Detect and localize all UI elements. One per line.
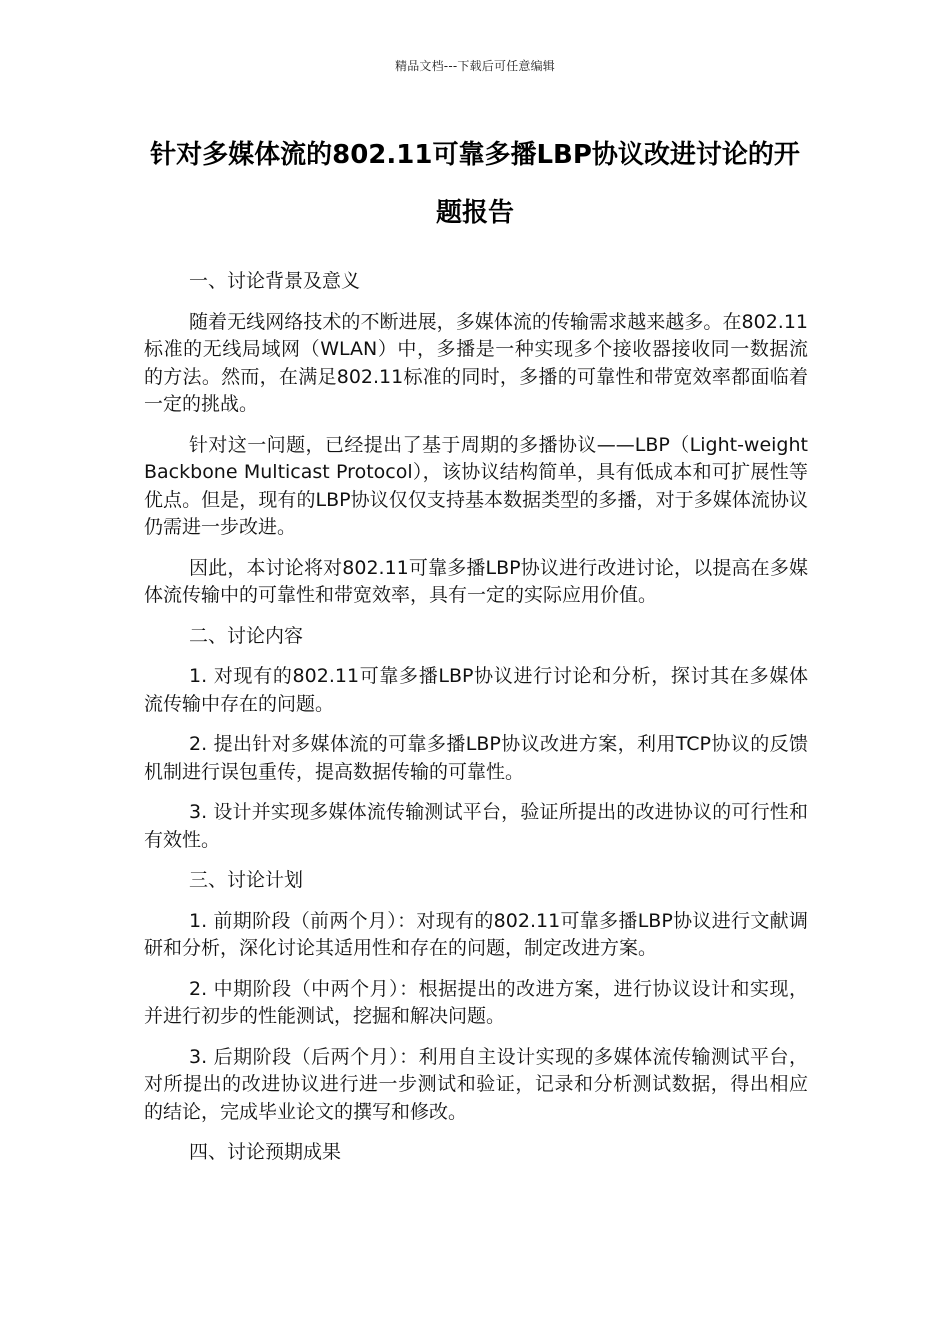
content-item-3: 3. 设计并实现多媒体流传输测试平台，验证所提出的改进协议的可行性和有效性。 [144, 801, 808, 851]
section-heading-content: 二、讨论内容 [189, 624, 304, 647]
section-heading-plan: 三、讨论计划 [189, 869, 304, 891]
document-body [144, 268, 808, 1180]
plan-item-2: 2. 中期阶段（中两个月）：根据提出的改进方案，进行协议设计和实现，并进行初步的性能测试，挖掘和解决问题。 [144, 977, 808, 1027]
content-item-2: 2. 提出针对多媒体流的可靠多播LBP协议改进方案，利用TCP协议的反馈机制进行误包重传，提高数据传输的可靠性。 [144, 733, 808, 783]
paragraph-background-1: 随着无线网络技术的不断进展，多媒体流的传输需求越来越多。在802.11标准的无线局域网（WLAN）中，多播是一种实现多个接收器接收同一数据流的方法。然而，在满足802.11标准的同时，多播的可靠性和带宽效率都面临着一定的挑战。 [144, 310, 808, 415]
header-note: 精品文档---下载后可任意编辑 [395, 59, 555, 73]
plan-item-1: 1. 前期阶段（前两个月）：对现有的802.11可靠多播LBP协议进行文献调研和分析，深化讨论其适用性和存在的问题，制定改进方案。 [144, 909, 808, 959]
section-heading-outcomes: 四、讨论预期成果 [189, 1141, 342, 1163]
paragraph-background-2: 针对这一问题，已经提出了基于周期的多播协议——LBP（Light-weight Backbone Multicast Protocol），该协议结构简单，具有低成本和可扩展性等优点。但是，现有的LBP协议仅仅支持基本数据类型的多播，对于多媒体流协议仍需进一步改进。 [144, 433, 808, 538]
content-item-1: 1. 对现有的802.11可靠多播LBP协议进行讨论和分析，探讨其在多媒体流传输中存在的问题。 [144, 665, 808, 715]
plan-item-3: 3. 后期阶段（后两个月）：利用自主设计实现的多媒体流传输测试平台，对所提出的改进协议进行进一步测试和验证，记录和分析测试数据，得出相应的结论，完成毕业论文的撰写和修改。 [144, 1045, 808, 1123]
document-title: 针对多媒体流的802.11可靠多播LBP协议改进讨论的开题报告 [150, 140, 800, 228]
section-heading-background: 一、讨论背景及意义 [189, 270, 361, 292]
paragraph-background-3: 因此，本讨论将对802.11可靠多播LBP协议进行改进讨论，以提高在多媒体流传输中的可靠性和带宽效率，具有一定的实际应用价值。 [144, 556, 808, 606]
